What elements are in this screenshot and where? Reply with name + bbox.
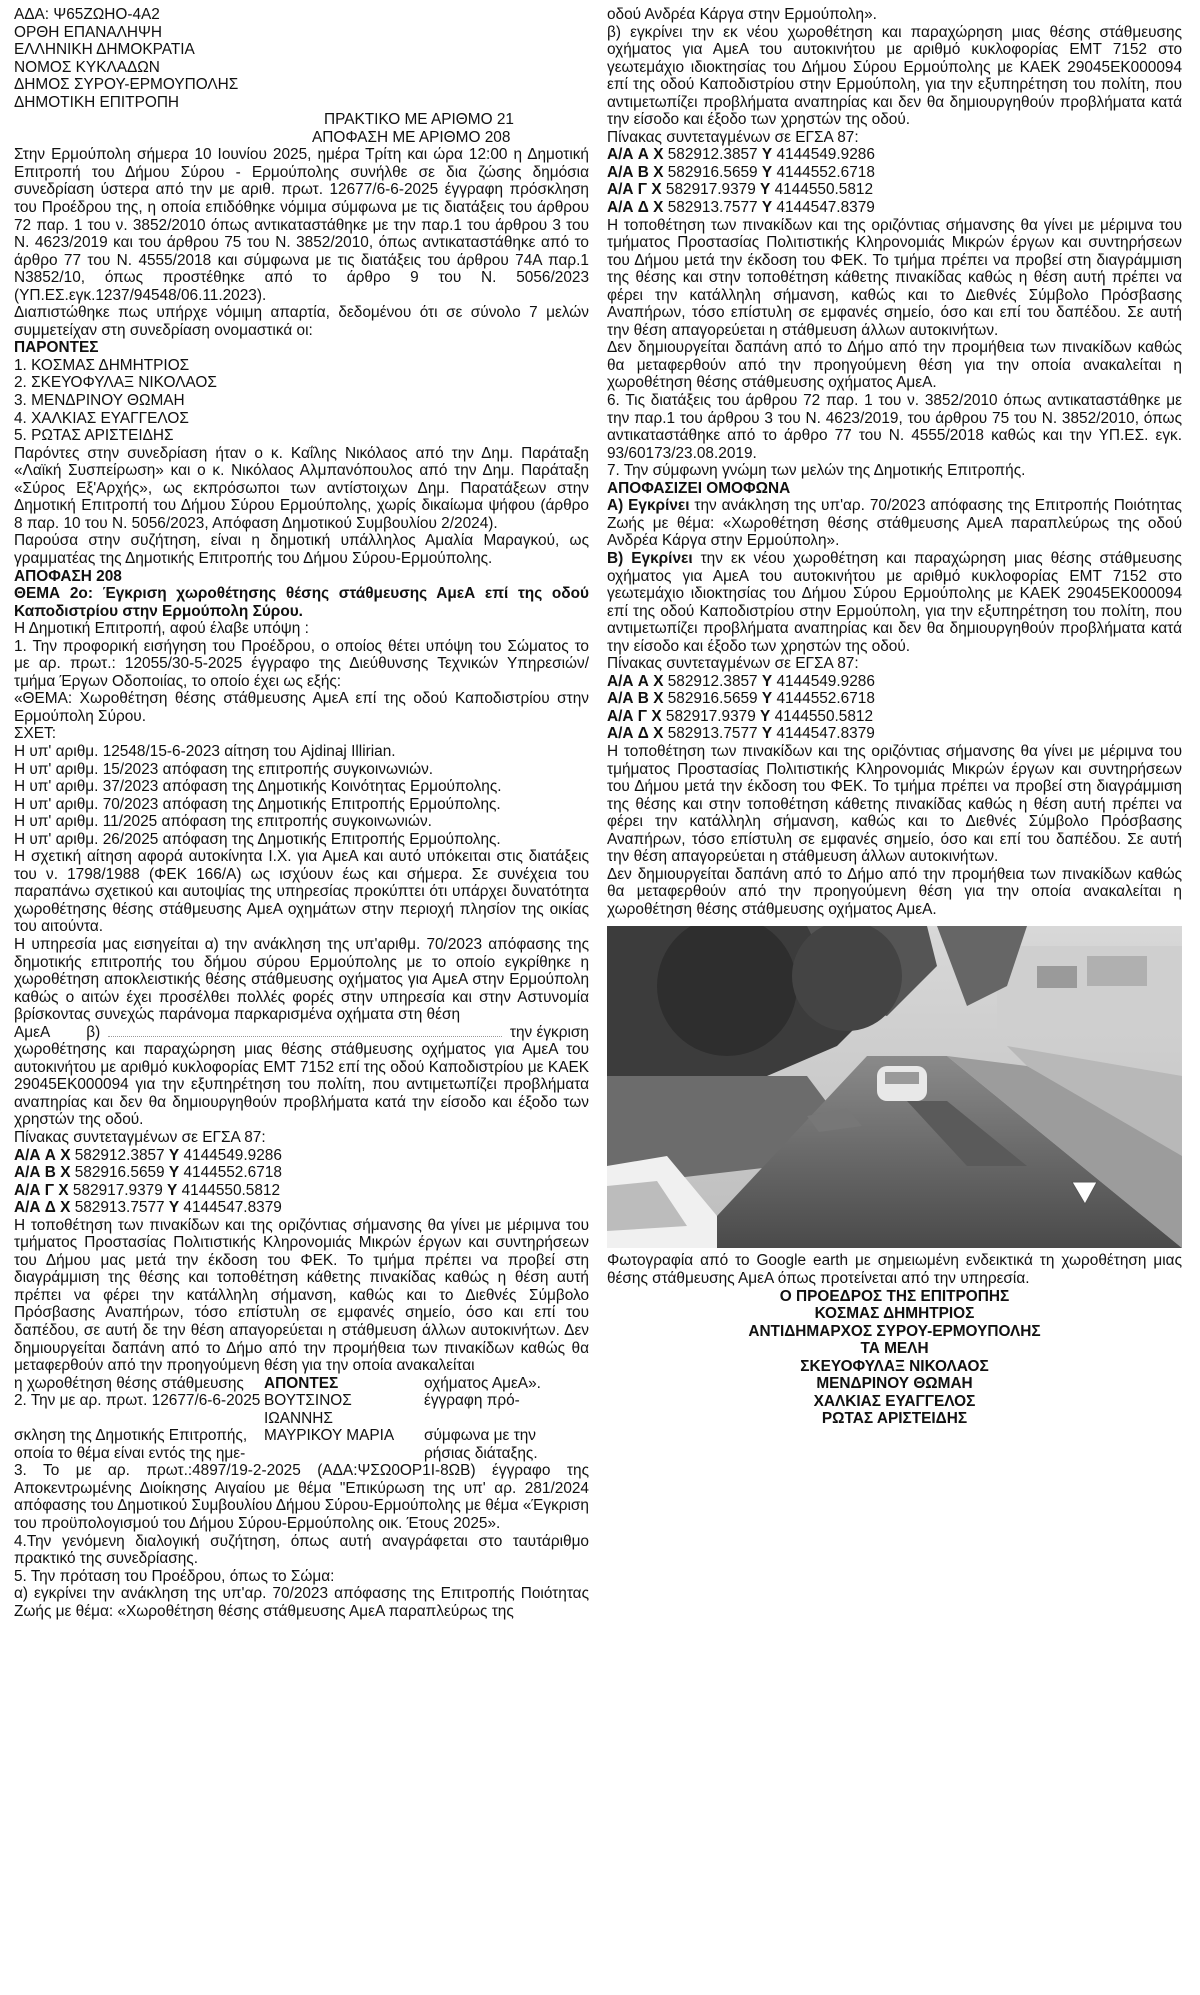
coord-row: Α/Α Β Χ 582916.5659 Υ 4144552.6718: [607, 163, 875, 181]
amea-text: ΑμεΑ: [14, 1023, 51, 1041]
present-member: 5. ΡΩΤΑΣ ΑΡΙΣΤΕΙΔΗΣ: [14, 427, 174, 445]
decides-title: ΑΠΟΦΑΣΙΖΕΙ ΟΜΟΦΩΝΑ: [607, 479, 791, 497]
signatures: [607, 1288, 1182, 1428]
coords-title: Πίνακας συντεταγμένων σε ΕΓΣΑ 87:: [607, 128, 859, 146]
service-paragraph: Η υπηρεσία μας εισηγείται α) την ανάκληση της υπ'αριθμ. 70/2023 απόφασης της δημοτικής επιτροπής του δήμου σύρου Ερμούπολης με το οποίο εγκρίθηκε η χωροθέτηση αποκλειστικής θέσης στάθμευσης οχήματος για ΑμεΑ στην Ερμούπολη καθώς ο αιτών έχει προσέλθει πολλές φορές στην υπηρεσία και στην Αστυνομία βρίσκοντας συνεχώς παράνομα παρκαρισμένα οχήματα στη θέση: [14, 935, 589, 1024]
cost-paragraph: Δεν δημιουργείται δαπάνη από το Δήμο από την προμήθεια των πινακίδων καθώς θα μεταφερθούν από την προηγούμενη θέση για την οποία ανακαλείται η χωροθέτηση θέσης στάθμευσης οχήματος ΑμεΑ.: [607, 865, 1182, 918]
present-member: 2. ΣΚΕΥΟΦΥΛΑΞ ΝΙΚΟΛΑΟΣ: [14, 374, 217, 392]
decision-a: Α) Εγκρίνει την ανάκληση της υπ'αρ. 70/2023 απόφασης της Επιτροπής Ποιότητας Ζωής με θέμα: «Χωροθέτηση θέσης στάθμευσης ΑμεΑ παραπλεύρως της οδού Ανδρέα Κάργα στην Ερμούπολη».: [607, 497, 1182, 550]
signature-line: ΡΩΤΑΣ ΑΡΙΣΤΕΙΔΗΣ: [821, 1410, 968, 1428]
absent-member: ΜΑΥΡΙΚΟΥ ΜΑΡΙΑ: [264, 1427, 395, 1445]
street-photo: [607, 926, 1182, 1248]
topic-title: ΘΕΜΑ 2ο: Έγκριση χωροθέτησης θέσης στάθμευσης ΑμεΑ επί της οδού Καποδιστρίου στην Ερμούπολη Σύρου.: [14, 585, 589, 620]
point-7: 7. Την σύμφωνη γνώμη των μελών της Δημοτικής Επιτροπής.: [607, 462, 1026, 480]
absent-row-left: η χωροθέτηση θέσης στάθμευσης: [14, 1374, 244, 1392]
absent-member: [264, 1445, 424, 1463]
coords-title: Πίνακας συντεταγμένων σε ΕΓΣΑ 87:: [607, 655, 859, 673]
coord-row: Α/Α Α Χ 582912.3857 Υ 4144549.9286: [607, 672, 875, 690]
signage-paragraph: Η τοποθέτηση των πινακίδων και της οριζόντιας σήμανσης θα γίνει με μέριμνα του τμήματος Προστασίας Πολιτιστικής Κληρονομιάς Μικρών έργων και συντηρήσεων του Δήμου μετά την έκδοση του ΦΕΚ. Το τμήμα πρέπει να προβεί στη διαγράμμιση της θέσης και στην τοποθέτηση κάθετης πινακίδας καθώς η θέση αυτή πρέπει να φέρει την κατάλληλη σήμανση, καθώς και το Διεθνές Σύμβολο Πρόσβασης Αναπήρων, τόσο επίστυλη σε εμφανές σημείο, όσο και επί του δαπέδου. Σε αυτή την θέση απαγορεύεται η στάθμευση άλλων αυτοκινήτων.: [607, 216, 1182, 339]
dotted-fill: [108, 1024, 502, 1038]
signature-line: ΜΕΝΔΡΙΝΟΥ ΘΩΜΑΗ: [816, 1375, 973, 1393]
continuation: οδού Ανδρέα Κάργα στην Ερμούπολη».: [607, 6, 877, 23]
header-line: ΟΡΘΗ ΕΠΑΝΑΛΗΨΗ: [14, 23, 162, 41]
attendees-paragraph: Παρόντες στην συνεδρίαση ήταν ο κ. Καΐλης Νικόλαος από την Δημ. Παράταξη «Λαϊκή Συσπείρωση» και ο κ. Νικόλαος Αλμπανόπουλος από την Δημ. Παράταξη «Σύρος Εξ'Αρχής», ως εκπρόσωποι των αντίστοιχων Δημ. Παρατάξεων στην Δημοτική Επιτροπή του Δήμου Σύρου Ερμούπολης, χωρίς δικαίωμα ψήφου (άρθρο 8 παρ. 10 του Ν. 5056/2023, Απόφαση Δημοτικού Συμβουλίου 2/2024).: [14, 444, 589, 532]
signature-line: ΚΟΣΜΑΣ ΔΗΜΗΤΡΙΟΣ: [814, 1305, 975, 1323]
header-line: ΝΟΜΟΣ ΚΥΚΛΑΔΩΝ: [14, 58, 160, 76]
cost-paragraph: Δεν δημιουργείται δαπάνη από το Δήμο από την προμήθεια των πινακίδων καθώς θα μεταφερθούν από την προηγούμενη θέση για την οποία ανακαλείται η χωροθέτηση θέσης στάθμευσης οχήματος ΑμεΑ.: [607, 339, 1182, 392]
reference-item: Η υπ' αριθμ. 15/2023 απόφαση της επιτροπής συγκοινωνιών.: [14, 760, 434, 778]
reference-item: Η υπ' αριθμ. 37/2023 απόφαση της Δημοτικής Κοινότητας Ερμούπολης.: [14, 778, 502, 796]
coord-row: Α/Α Β Χ 582916.5659 Υ 4144552.6718: [607, 690, 875, 708]
minutes-number: ΠΡΑΚΤΙΚΟ ΜΕ ΑΡΙΘΜΟ 21: [324, 111, 514, 129]
present-member: 3. ΜΕΝΔΡΙΝΟΥ ΘΩΜΑΗ: [14, 392, 185, 410]
header-line: ΔΗΜΟΣ ΣΥΡΟΥ-ΕΡΜΟΥΠΟΛΗΣ: [14, 76, 239, 94]
present-member: 1. ΚΟΣΜΑΣ ΔΗΜΗΤΡΙΟΣ: [14, 356, 190, 374]
signage-paragraph: Η τοποθέτηση των πινακίδων και της οριζόντιας σήμανσης θα γίνει με μέριμνα του τμήματος Προστασίας Πολιτιστικής Κληρονομιάς Μικρών έργων και συντηρήσεων του Δήμου μας μετά την έκδοση του ΦΕΚ. Το τμήμα πρέπει να προβεί στη διαγράμμιση της θέσης και τοποθέτηση κάθετης πινακίδας καθώς η θέση αυτή πρέπει να φέρει την κατάλληλη σήμανση, καθώς και το Διεθνές Σύμβολο Πρόσβασης Αναπήρων, τόσο επίστυλη σε εμφανές σημείο, όσο και επί του δαπέδου, σε αυτή δε την θέση απαγορεύεται η στάθμευση άλλων αυτοκινήτων. Δεν δημιουργείται δαπάνη από το Δήμο από την προμήθεια των πινακίδων καθώς θα μεταφερθούν από την προηγούμενη θέση για την οποία ανακαλείται: [14, 1216, 589, 1375]
coord-row: Α/Α Δ Χ 582913.7577 Υ 4144547.8379: [607, 199, 875, 217]
coord-row: Α/Α Α Χ 582912.3857 Υ 4144549.9286: [14, 1146, 282, 1164]
signature-line: ΧΑΛΚΙΑΣ ΕΥΑΓΓΕΛΟΣ: [813, 1392, 976, 1410]
signature-line: ΑΝΤΙΔΗΜΑΡΧΟΣ ΣΥΡΟΥ-ΕΡΜΟΥΠΟΛΗΣ: [748, 1322, 1041, 1340]
absent-row-right: έγγραφη πρό-: [424, 1392, 520, 1410]
point-1: 1. Την προφορική εισήγηση του Προέδρου, ο οποίος θέτει υπόψη του Σώματος το με αρ. πρωτ.: 12055/30-5-2025 έγγραφο της Διεύθυνσης Τεχνικών Υπηρεσιών/ τμήμα Έργων Οδοποιίας, το οποίο έχει ως εξής:: [14, 637, 589, 690]
signature-line: Ο ΠΡΟΕΔΡΟΣ ΤΗΣ ΕΠΙΤΡΟΠΗΣ: [779, 1287, 1010, 1305]
decision-b: Β) Εγκρίνει την εκ νέου χωροθέτηση και παραχώρηση μιας θέσης στάθμευσης οχήματος για ΑμεΑ του αυτοκινήτου με αριθμό κυκλοφορίας ΕΜΤ 7152 στο γεωτεμάχιο ιδιοκτησίας του Δήμου Σύρου Ερμούπολης με ΚΑΕΚ 29045ΕΚ000094 επί της οδού Καποδιστρίου στην Ερμούπολη, για την εξυπηρέτηση του πολίτη, που αντιμετωπίζει προβλήματα αναπηρίας και δεν θα δημιουργηθούν προβλήματα κατά την είσοδο και έξοδο των χρηστών της οδού.: [607, 549, 1182, 655]
coord-row: Α/Α Δ Χ 582913.7577 Υ 4144547.8379: [607, 725, 875, 743]
decision-label: ΑΠΟΦΑΣΗ 208: [14, 567, 122, 585]
absent-overlay-row: [14, 1375, 589, 1463]
signature-line: ΣΚΕΥΟΦΥΛΑΞ ΝΙΚΟΛΑΟΣ: [800, 1357, 989, 1375]
coord-row: Α/Α Γ Χ 582917.9379 Υ 4144550.5812: [607, 181, 874, 199]
signage-paragraph: Η τοποθέτηση των πινακίδων και της οριζόντιας σήμανσης θα γίνει με μέριμνα του τμήματος Προστασίας Πολιτιστικής Κληρονομιάς Μικρών έργων και συντηρήσεων του Δήμου μετά την έκδοση του ΦΕΚ. Το τμήμα πρέπει να προβεί στη διαγράμμιση της θέσης και στην τοποθέτηση κάθετης πινακίδας καθώς η θέση αυτή πρέπει να φέρει την κατάλληλη σήμανση, καθώς και το Διεθνές Σύμβολο Πρόσβασης Αναπήρων, τόσο επίστυλη σε εμφανές σημείο, όσο και επί του δαπέδου. Σε αυτή την θέση απαγορεύεται η στάθμευση άλλων αυτοκινήτων.: [607, 742, 1182, 866]
reference-item: Η υπ' αριθμ. 70/2023 απόφαση της Δημοτικής Επιτροπής Ερμούπολης.: [14, 795, 501, 813]
absent-row-left: οποία το θέμα είναι εντός της ημε-: [14, 1444, 246, 1462]
present-member: 4. ΧΑΛΚΙΑΣ ΕΥΑΓΓΕΛΟΣ: [14, 409, 189, 427]
coord-row: Α/Α Γ Χ 582917.9379 Υ 4144550.5812: [607, 707, 874, 725]
theme-line: «ΘΕΜΑ: Χωροθέτηση θέσης στάθμευσης ΑμεΑ επί της οδού Καποδιστρίου στην Ερμούπολη Σύρου.: [14, 690, 589, 725]
absent-row-left: 2. Την με αρ. πρωτ. 12677/6-6-2025: [14, 1392, 261, 1410]
coord-row: Α/Α Γ Χ 582917.9379 Υ 4144550.5812: [14, 1181, 281, 1199]
signature-line: ΤΑ ΜΕΛΗ: [860, 1340, 929, 1358]
set-label: ΣΧΕΤ:: [14, 725, 57, 743]
header-line: ΔΗΜΟΤΙΚΗ ΕΠΙΤΡΟΠΗ: [14, 93, 180, 111]
point-5a: α) εγκρίνει την ανάκληση της υπ'αρ. 70/2023 απόφασης της Επιτροπής Ποιότητας Ζωής με θέμα: «Χωροθέτηση θέσης στάθμευσης ΑμεΑ παραπλεύρως της: [14, 1585, 589, 1620]
coords-title: Πίνακας συντεταγμένων σε ΕΓΣΑ 87:: [14, 1129, 266, 1146]
ada-code: ΑΔΑ: Ψ65ΖΩΗΟ-4Α2: [14, 6, 160, 23]
reference-item: Η υπ' αριθμ. 11/2025 απόφαση της επιτροπής συγκοινωνιών.: [14, 813, 432, 831]
coord-row: Α/Α Α Χ 582912.3857 Υ 4144549.9286: [607, 146, 875, 164]
header-line: ΕΛΛΗΝΙΚΗ ΔΗΜΟΚΡΑΤΙΑ: [14, 41, 195, 59]
right-column: [607, 6, 1182, 1995]
service-line: [14, 1024, 589, 1042]
beta-marker: β): [86, 1023, 101, 1041]
reference-item: Η υπ' αριθμ. 12548/15-6-2023 αίτηση του Ajdinaj Illirian.: [14, 742, 396, 760]
coord-row: Α/Α Β Χ 582916.5659 Υ 4144552.6718: [14, 1164, 282, 1182]
approval-text: την έγκριση: [509, 1023, 589, 1041]
absent-row-right: ρήσιας διάταξης.: [424, 1444, 538, 1462]
absent-member: ΒΟΥΤΣΙΝΟΣ ΙΩΑΝΝΗΣ: [264, 1392, 352, 1427]
coord-row: Α/Α Δ Χ 582913.7577 Υ 4144547.8379: [14, 1199, 282, 1217]
absent-title: ΑΠΟΝΤΕΣ: [264, 1374, 339, 1392]
request-paragraph: Η σχετική αίτηση αφορά αυτοκίνητα Ι.Χ. για ΑμεΑ και αυτό υπόκειται στις διατάξεις του ν. 1798/1988 (ΦΕΚ 166/Α) ως ισχύουν έως και σήμερα. Σε συνέχεια του παραπάνω σχετικού και αυτοψίας της υπηρεσίας προκύπτει ότι υπάρχει δυνατότητα χωροθέτησης θέσης στάθμευσης ΑμεΑ οχημάτων στην περιοχή πλησίον της οικίας του αιτούντα.: [14, 848, 589, 936]
left-column: [14, 6, 589, 1995]
secretary-paragraph: Παρούσα στην συζήτηση, είναι η δημοτική υπάλληλος Αμαλία Μαραγκού, ως γραμματέας της Δημοτικής Επιτροπής του Δήμου Σύρου-Ερμούπολης.: [14, 532, 589, 567]
service-rest: χωροθέτησης και παραχώρηση μιας θέσης στάθμευσης οχήματος για ΑμεΑ του αυτοκινήτου με αριθμό κυκλοφορίας ΕΜΤ 7152 επί της οδού Καποδιστρίου με ΚΑΕΚ 29045ΕΚ000094 για την εξυπηρέτηση του πολίτη, που αντιμετωπίζει προβλήματα αναπηρίας και δεν θα δημιουργηθούν προβλήματα κατά την είσοδο και έξοδο των χρηστών της οδού.: [14, 1041, 589, 1129]
point-4: 4.Την γενόμενη διαλογική συζήτηση, όπως αυτή αναγράφεται στο ταυτάριθμο πρακτικό της συνεδρίασης.: [14, 1532, 589, 1568]
considering-line: Η Δημοτική Επιτροπή, αφού έλαβε υπόψη :: [14, 620, 309, 638]
photo-caption: Φωτογραφία από το Google earth με σημειωμένη ενδεικτικά τη χωροθέτηση μιας θέσης στάθμευσης ΑμεΑ όπως προτείνεται από την υπηρεσία.: [607, 1252, 1182, 1287]
point-5: 5. Την πρόταση του Προέδρου, όπως το Σώμα:: [14, 1567, 335, 1585]
quorum-paragraph: Διαπιστώθηκε πως υπήρχε νόμιμη απαρτία, δεδομένου ότι σε σύνολο 7 μελών συμμετείχαν στη συνεδρίαση ονομαστικά οι:: [14, 304, 589, 339]
absent-row-right: σύμφωνα με την: [424, 1427, 536, 1445]
point-5b: β) εγκρίνει την εκ νέου χωροθέτηση και παραχώρηση μιας θέσης στάθμευσης οχήματος για ΑμεΑ του αυτοκινήτου με αριθμό κυκλοφορίας ΕΜΤ 7152 στο γεωτεμάχιο ιδιοκτησίας του Δήμου Σύρου Ερμούπολης με ΚΑΕΚ 29045ΕΚ000094 επί της οδού Καποδιστρίου στην Ερμούπολη, για την εξυπηρέτηση του πολίτη, που αντιμετωπίζει προβλήματα αναπηρίας και δεν θα δημιουργηθούν προβλήματα κατά την είσοδο και έξοδο των χρηστών της οδού.: [607, 23, 1182, 129]
reference-item: Η υπ' αριθμ. 26/2025 απόφαση της Δημοτικής Επιτροπής Ερμούπολης.: [14, 830, 501, 848]
absent-row-left: σκληση της Δημοτικής Επιτροπής,: [14, 1427, 248, 1445]
decision-number: ΑΠΟΦΑΣΗ ΜΕ ΑΡΙΘΜΟ 208: [312, 128, 511, 146]
point-6: 6. Τις διατάξεις του άρθρου 72 παρ. 1 του ν. 3852/2010 όπως αντικαταστάθηκε με την παρ.1 του άρθρου 3 του Ν. 4623/2019, του άρθρου 75 του Ν. 3852/2010, όπως αντικαταστάθηκε από το άρθρο 77 του Ν. 4555/2018 καθώς και την ΥΠ.ΕΣ. εγκ. 93/60173/23.08.2019.: [607, 392, 1182, 462]
point-3: 3. Το με αρ. πρωτ.:4897/19-2-2025 (ΑΔΑ:ΨΣΩ0ΟΡ1Ι-8ΩΒ) έγγραφο της Αποκεντρωμένης Διοίκησης Αιγαίου με θέμα "Επικύρωση της υπ' αρ. 281/2024 απόφασης του Δημοτικού Συμβουλίου Δήμου Σύρου-Ερμούπολης με θέμα «Έγκριση του προϋπολογισμού του Δήμου Σύρου-Ερμούπολης οικ. Έτους 2025».: [14, 1462, 589, 1533]
absent-row-right: οχήματος ΑμεΑ».: [424, 1374, 541, 1392]
intro-paragraph: Στην Ερμούπολη σήμερα 10 Ιουνίου 2025, ημέρα Τρίτη και ώρα 12:00 η Δημοτική Επιτροπή του Δήμου Σύρου - Ερμούπολης συνήλθε σε δια ζώσης δημόσια συνεδρίαση ύστερα από την με αριθ. πρωτ. 12677/6-6-2025 έγγραφη πρόσκληση του Προέδρου της, η οποία επιδόθηκε νόμιμα σύμφωνα με τις διατάξεις του άρθρου 72 παρ. 1 του ν. 3852/2010 όπως αντικαταστάθηκε με την παρ.1 του άρθρου 3 του Ν. 4623/2019 και του άρθρου 75 του Ν. 3852/2010, όπως αντικαταστάθηκε από το άρθρο 77 του Ν. 4555/2018 και σύμφωνα με τις διατάξεις του άρθρου 74Α παρ.1 Ν3852/10, όπως προστέθηκε από το άρθρο 9 του Ν. 5056/2023 (ΥΠ.ΕΣ.εγκ.1237/94548/06.11.2023).: [14, 146, 589, 304]
present-title: ΠΑΡΟΝΤΕΣ: [14, 339, 99, 357]
